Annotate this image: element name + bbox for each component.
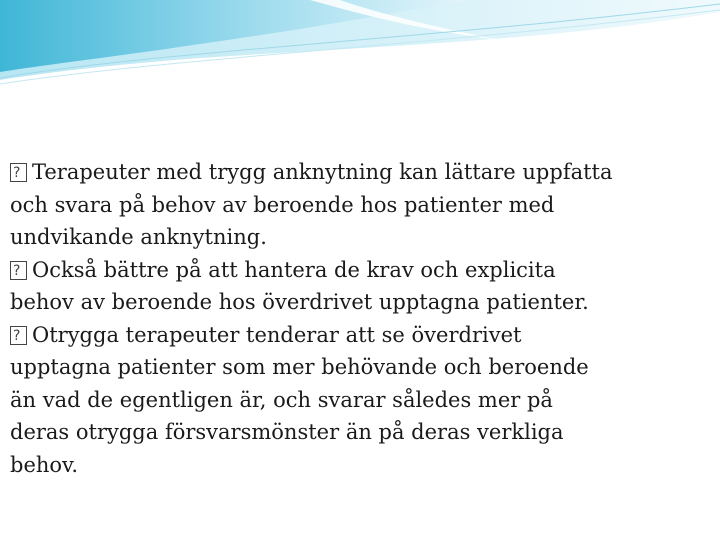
bullet-text-line: upptagna patienter som mer behövande och beroende xyxy=(10,355,589,379)
bullet-text-line: behov av beroende hos överdrivet upptagna patienter. xyxy=(10,290,589,314)
bullet-text-line: och svara på behov av beroende hos patienter med xyxy=(10,192,555,217)
bullet-text-line: Också bättre på att hantera de krav och explicita xyxy=(32,257,556,282)
bullet-glyph-icon xyxy=(10,261,27,280)
bullet-glyph-icon xyxy=(10,326,27,345)
bullet-text-line: än vad de egentligen är, och svarar således mer på xyxy=(10,387,553,412)
bullet-text-line: Terapeuter med trygg anknytning kan lättare uppfatta xyxy=(32,160,613,184)
bullet-glyph-icon xyxy=(10,163,27,182)
bullet-text-line: deras otrygga försvarsmönster än på deras verkliga xyxy=(10,420,564,444)
bullet-text-line: undvikande anknytning. xyxy=(10,225,267,249)
bullet-item xyxy=(10,156,700,254)
bullet-text-line: behov. xyxy=(10,452,79,477)
slide-content xyxy=(10,156,700,481)
bullet-text-line: Otrygga terapeuter tenderar att se överdrivet xyxy=(32,322,522,347)
bullet-item xyxy=(10,319,700,482)
bullet-item xyxy=(10,254,700,319)
header-wave-decoration xyxy=(0,0,720,90)
